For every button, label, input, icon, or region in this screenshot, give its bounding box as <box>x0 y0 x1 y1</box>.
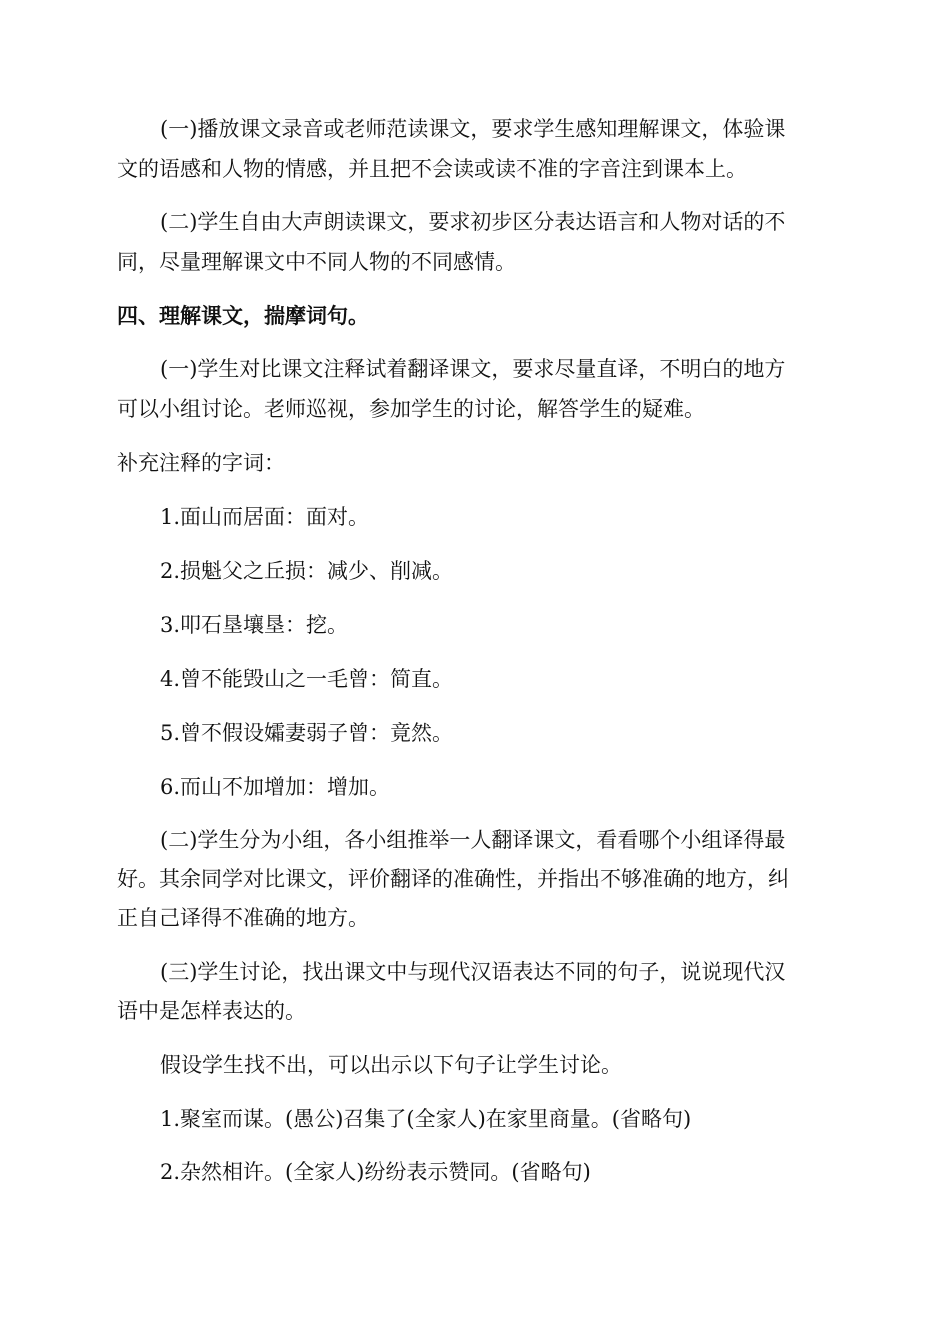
note-item-4: 4.曾不能毁山之一毛曾：简直。 <box>160 667 454 691</box>
paragraph-3-line-2: 可以小组讨论。老师巡视，参加学生的讨论，解答学生的疑难。 <box>117 397 705 421</box>
paragraph-2-line-1: (二)学生自由大声朗读课文，要求初步区分表达语言和人物对话的不 <box>160 210 786 234</box>
paragraph-3-line-1: (一)学生对比课文注释试着翻译课文，要求尽量直译，不明白的地方 <box>160 357 786 381</box>
paragraph-2-line-2: 同，尽量理解课文中不同人物的不同感情。 <box>117 250 516 274</box>
paragraph-4-line-2: 好。其余同学对比课文，评价翻译的准确性，并指出不够准确的地方，纠 <box>117 867 789 891</box>
paragraph-5-line-2: 语中是怎样表达的。 <box>117 999 306 1023</box>
supplement-label: 补充注释的字词： <box>117 451 285 475</box>
note-item-3: 3.叩石垦壤垦：挖。 <box>160 613 349 637</box>
paragraph-1-line-1: (一)播放课文录音或老师范读课文，要求学生感知理解课文，体验课 <box>160 117 786 141</box>
paragraph-6: 假设学生找不出，可以出示以下句子让学生讨论。 <box>160 1053 622 1077</box>
paragraph-4-line-3: 正自己译得不准确的地方。 <box>117 906 369 930</box>
example-sentence-1: 1.聚室而谋。(愚公)召集了(全家人)在家里商量。(省略句) <box>160 1107 692 1131</box>
paragraph-1-line-2: 文的语感和人物的情感，并且把不会读或读不准的字音注到课本上。 <box>117 157 747 181</box>
section-heading: 四、理解课文，揣摩词句。 <box>117 303 369 328</box>
note-item-2: 2.损魁父之丘损：减少、削减。 <box>160 559 454 583</box>
example-sentence-2: 2.杂然相许。(全家人)纷纷表示赞同。(省略句) <box>160 1160 591 1184</box>
note-item-1: 1.面山而居面：面对。 <box>160 505 370 529</box>
note-item-5: 5.曾不假设孀妻弱子曾：竟然。 <box>160 721 454 745</box>
paragraph-4-line-1: (二)学生分为小组，各小组推举一人翻译课文，看看哪个小组译得最 <box>160 828 786 852</box>
paragraph-5-line-1: (三)学生讨论，找出课文中与现代汉语表达不同的句子，说说现代汉 <box>160 960 786 984</box>
note-item-6: 6.而山不加增加：增加。 <box>160 775 391 799</box>
